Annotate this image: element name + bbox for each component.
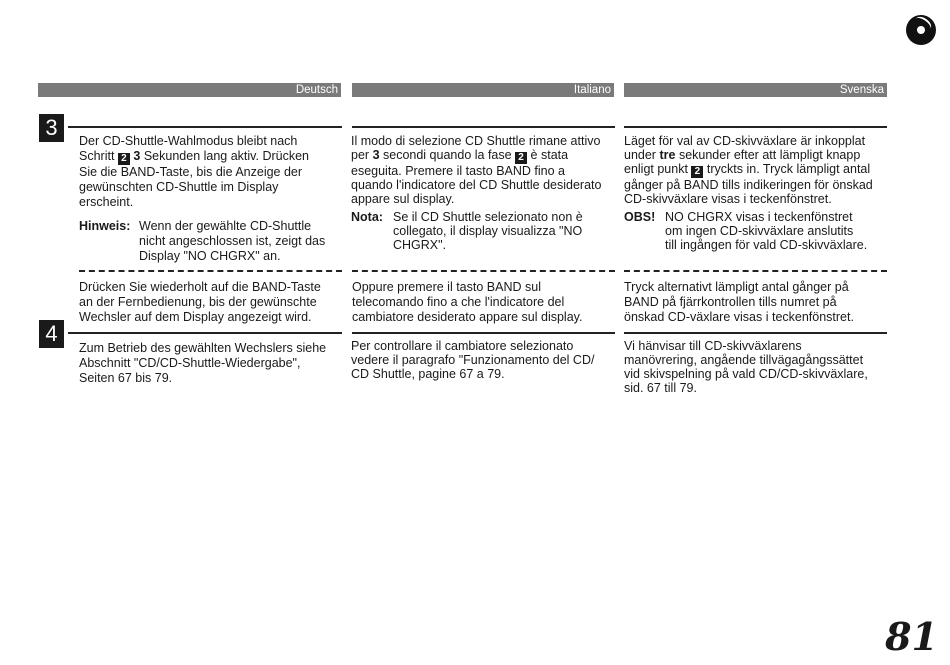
disc-icon <box>906 15 936 45</box>
sv-step3-text: Läget för val av CD-skivväxlare är inkopplat under tre sekunder efter att lämpligt knapp enligt punkt 2 tryckts in. Tryck lämpligt antal gånger på BAND tills indikeringen för önskad CD-skivväxlare visas i teckenfönstret. <box>624 134 873 206</box>
it-remote-text: Oppure premere il tasto BAND sul telecomando fino a che l'indicatore del cambiatore desiderato appare sul display. <box>352 280 583 324</box>
dashed-divider <box>624 270 887 272</box>
sv-note-label: OBS! <box>624 210 656 224</box>
lang-header-svenska: Svenska <box>624 83 887 97</box>
de-step3-text: Der CD-Shuttle-Wahlmodus bleibt nach Schritt 2 3 Sekunden lang aktiv. Drücken Sie die BAND-Taste, bis die Anzeige der gewünschten CD-Shuttle im Display erscheint. <box>79 134 309 209</box>
it-step3-text: Il modo di selezione CD Shuttle rimane attivo per 3 secondi quando la fase 2 è stata eseguita. Premere il tasto BAND fino a quando l'indicatore del CD Shuttle desiderato appare sul display. <box>351 134 602 206</box>
lang-header-italiano: Italiano <box>352 83 614 97</box>
step-2-box-icon: 2 <box>515 152 527 164</box>
it-note-text: Se il CD Shuttle selezionato non è collegato, il display visualizza "NO CHGRX". <box>393 210 583 252</box>
divider <box>68 126 342 128</box>
it-note-label: Nota: <box>351 210 383 224</box>
de-note-text: Wenn der gewählte CD-Shuttle nicht angeschlossen ist, zeigt das Display "NO CHGRX" an. <box>139 219 326 263</box>
step-4-marker: 4 <box>39 320 64 348</box>
de-note-label: Hinweis: <box>79 219 131 233</box>
it-step4-text: Per controllare il cambiatore selezionato vedere il paragrafo "Funzionamento del CD/ CD Shuttle, pagine 67 a 79. <box>351 339 595 381</box>
divider <box>68 332 342 334</box>
divider <box>352 126 615 128</box>
divider <box>624 332 887 334</box>
dashed-divider <box>352 270 615 272</box>
divider <box>352 332 615 334</box>
page-number: 81 <box>885 614 938 659</box>
step-3-marker: 3 <box>39 114 64 142</box>
step-2-box-icon: 2 <box>118 153 130 165</box>
sv-step4-text: Vi hänvisar till CD-skivväxlarens manövrering, angående tillvägagångssättet vid skivspelning på vald CD/CD-skivväxlare, sid. 67 till 79. <box>624 339 868 395</box>
sv-note-text: NO CHGRX visas i teckenfönstret om ingen CD-skivväxlare anslutits till ingången för vald CD-skivväxlare. <box>665 210 868 252</box>
de-step4-text: Zum Betrieb des gewählten Wechslers siehe Abschnitt "CD/CD-Shuttle-Wiedergabe", Seiten 67 bis 79. <box>79 341 327 385</box>
de-remote-text: Drücken Sie wiederholt auf die BAND-Taste an der Fernbedienung, bis der gewünschte Wechsler auf dem Display angezeigt wird. <box>79 280 321 324</box>
lang-header-deutsch: Deutsch <box>38 83 341 97</box>
sv-remote-text: Tryck alternativt lämpligt antal gånger på BAND på fjärrkontrollen tills numret på önskad CD-växlare visas i teckenfönstret. <box>624 280 854 324</box>
divider <box>624 126 887 128</box>
step-2-box-icon: 2 <box>691 166 703 178</box>
dashed-divider <box>79 270 342 272</box>
